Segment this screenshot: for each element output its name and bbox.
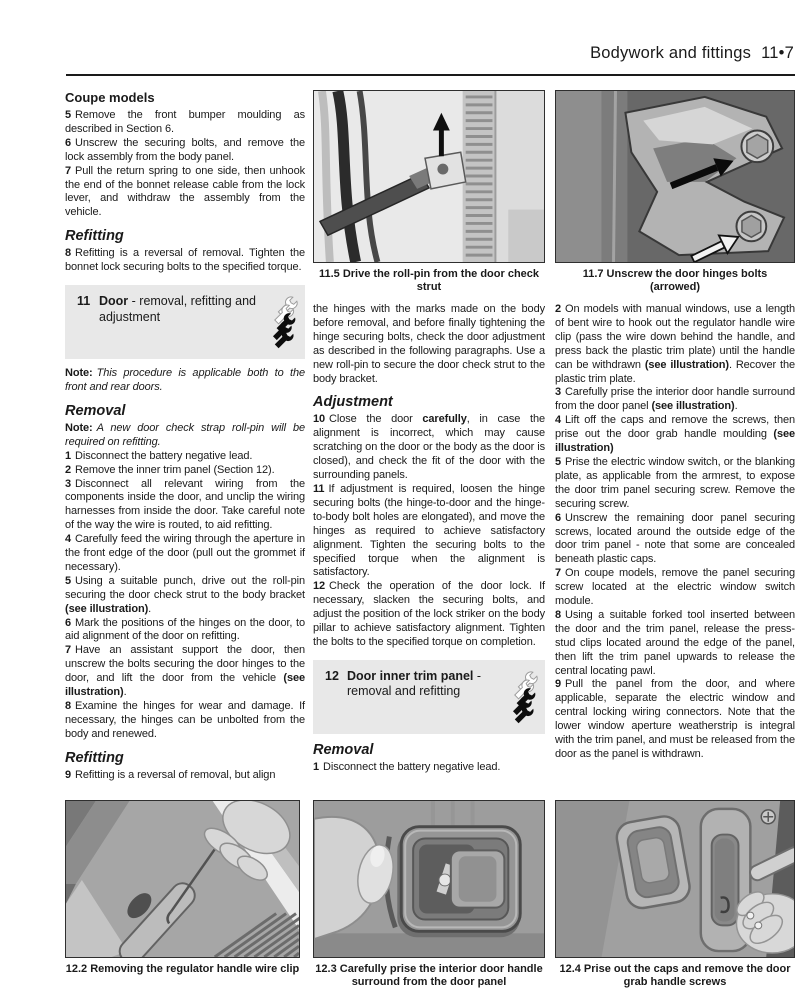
para-step-5: 5 Remove the front bumper moulding as described in Section 6. [65, 109, 305, 135]
photo-caption-12-3: 12.3 Carefully prise the interior door handle surround from the door panel [315, 963, 543, 988]
para-step-6: 6 Unscrew the securing bolts, and remove the lock assembly from the body panel. [65, 136, 305, 163]
para-step-3-sec12: 3 Carefully prise the interior door handle surround from the door panel (see illustration). [555, 386, 795, 413]
note-roll-pin: Note: A new door check strap roll-pin will be required on refitting. [65, 421, 305, 448]
para-step-7b: 7 Have an assistant support the door, then unscrew the bolts securing the door hinges to the door, and lift the door from the vehicle (see illustration). [65, 644, 305, 699]
photo-11-7-illustration [556, 91, 794, 262]
para-step-2: 2 Remove the inner trim panel (Section 12). [65, 463, 275, 476]
section-banner-11 [65, 285, 305, 359]
para-step-7-sec12: 7 On coupe models, remove the panel securing screw located at the electric window switch module. [555, 567, 795, 608]
heading-refitting-2: Refitting [65, 749, 124, 766]
para-step-4-sec12: 4 Lift off the caps and remove the screws, then prise out the door grab handle moulding (see illustration) [555, 414, 795, 455]
figure-12-4 [555, 800, 795, 989]
section-number: 12 [325, 668, 339, 683]
para-step-9: 9 Refitting is a reversal of removal, but align [65, 768, 276, 781]
section-number: 11 [77, 294, 91, 309]
section-title: Door inner trim panel - removal and refitting [347, 668, 482, 699]
difficulty-spanner-rating-icon [509, 669, 539, 725]
para-step-11: 11 If adjustment is required, loosen the hinge securing bolts (the hinge-to-door and the hinge-to-body bolt holes are elongated), and move the hinges as required to achieve satisfactory alignment. Tighten the securing bolts to the specified torque when the alignment is satisfactory. [313, 482, 545, 579]
section-banner-12 [313, 660, 545, 734]
photo-12-3-handle-surround [313, 800, 545, 958]
page-number: 11•7 [761, 44, 794, 62]
photo-11-5-roll-pin [313, 90, 545, 263]
page-title: Bodywork and fittings [590, 44, 752, 62]
photo-12-4-grab-handle [555, 800, 795, 958]
para-step-2-sec12: 2 On models with manual windows, use a length of bent wire to hook out the regulator handle wire clip (pass the wire down behind the handle, and press back the plastic trim plate) until the handle can be withdrawn (see illustration). Recover the plastic trim plate. [555, 303, 795, 385]
para-continuation: the hinges with the marks made on the body before removal, and before finally tightening the hinge securing bolts, check the door adjustment as described in the following paragraphs. Use a new roll-pin to secure the door check strut to the body bracket. [313, 303, 545, 385]
photo-12-2-illustration [66, 801, 299, 957]
photo-12-2-regulator-wire-clip [65, 800, 300, 958]
figure-12-2 [65, 800, 300, 976]
photo-caption-12-2: 12.2 Removing the regulator handle wire clip [65, 963, 300, 975]
difficulty-spanner-rating-icon [269, 294, 299, 350]
para-step-4: 4 Carefully feed the wiring through the aperture in the front edge of the door (pull out the grommet if necessary). [65, 533, 305, 573]
photo-caption-11-5: 11.5 Drive the roll-pin from the door check strut [318, 268, 540, 293]
column-right [555, 90, 795, 762]
para-step-3: 3 Disconnect all relevant wiring from the components inside the door, and unclip the wiring harnesses from inside the door. Take careful note of the way the wire is routed, to aid refitting. [65, 477, 305, 532]
page-header [65, 44, 794, 63]
para-step-5-sec12: 5 Prise the electric window switch, or the blanking plate, as applicable from the armrest, to expose the door trim panel securing screw. Remove the securing screw. [555, 455, 795, 510]
photo-11-7-hinge-bolts [555, 90, 795, 263]
photo-12-4-illustration [556, 801, 794, 957]
photo-caption-12-4: 12.4 Prise out the caps and remove the door grab handle screws [559, 963, 791, 988]
subheading-coupe-models: Coupe models [65, 90, 155, 105]
heading-refitting: Refitting [65, 228, 124, 245]
section-title: Door - removal, refitting and adjustment [99, 294, 257, 324]
column-middle [313, 90, 545, 775]
para-step-8: 8 Refitting is a reversal of removal. Tighten the bonnet lock securing bolts to the specified torque. [65, 247, 305, 274]
para-step-6-sec12: 6 Unscrew the remaining door panel securing screws, located around the outside edge of the door trim panel - note that some are concealed beneath plastic caps. [555, 511, 795, 566]
para-step-8-sec12: 8 Using a suitable forked tool inserted between the door and the trim panel, release the press-stud clips located around the edge of the panel, then lift the trim panel upwards to release the central locating pawl. [555, 608, 795, 677]
photo-caption-11-7: 11.7 Unscrew the door hinges bolts (arrowed) [582, 268, 768, 293]
header-rule [66, 74, 795, 76]
photo-11-5-illustration [314, 91, 544, 262]
para-step-1: 1 Disconnect the battery negative lead. [65, 449, 253, 462]
heading-removal-12: Removal [313, 741, 374, 758]
para-step-7: 7 Pull the return spring to one side, then unhook the end of the bonnet release cable from the lock lever, and withdraw the assembly from the vehicle. [65, 164, 305, 219]
para-step-9-sec12: 9 Pull the panel from the door, and where applicable, separate the electric window and central locking wiring connectors. Note that the lower window aperture weatherstrip is integral with the trim panel, and must be released from the door as the panel is withdrawn. [555, 678, 795, 760]
column-left [65, 90, 305, 783]
photo-12-3-illustration [314, 801, 544, 957]
para-step-6b: 6 Mark the positions of the hinges on the door, to aid alignment of the door on refitting. [65, 616, 305, 643]
para-step-10: 10 Close the door carefully, in case the alignment is incorrect, which may cause scratching on the door or the body as the door is closed), and check the fit of the door with the surrounding panels. [313, 413, 545, 482]
figure-12-3 [313, 800, 545, 989]
heading-adjustment: Adjustment [313, 394, 393, 411]
para-step-12: 12 Check the operation of the door lock. If necessary, slacken the securing bolts, and adjust the position of the lock striker on the body pillar to achieve satisfactory alignment. Tighten the bolts to the specified torque on completion. [313, 580, 545, 648]
para-step-8b: 8 Examine the hinges for wear and damage. If necessary, the hinges can be unbolted from the body and renewed. [65, 700, 305, 740]
para-step-5b: 5 Using a suitable punch, drive out the roll-pin securing the door check strut to the body bracket (see illustration). [65, 574, 305, 615]
heading-removal: Removal [65, 402, 126, 419]
note-front-rear-doors: Note: This procedure is applicable both to the front and rear doors. [65, 367, 305, 393]
para-step-1-sec12: 1 Disconnect the battery negative lead. [313, 760, 501, 773]
